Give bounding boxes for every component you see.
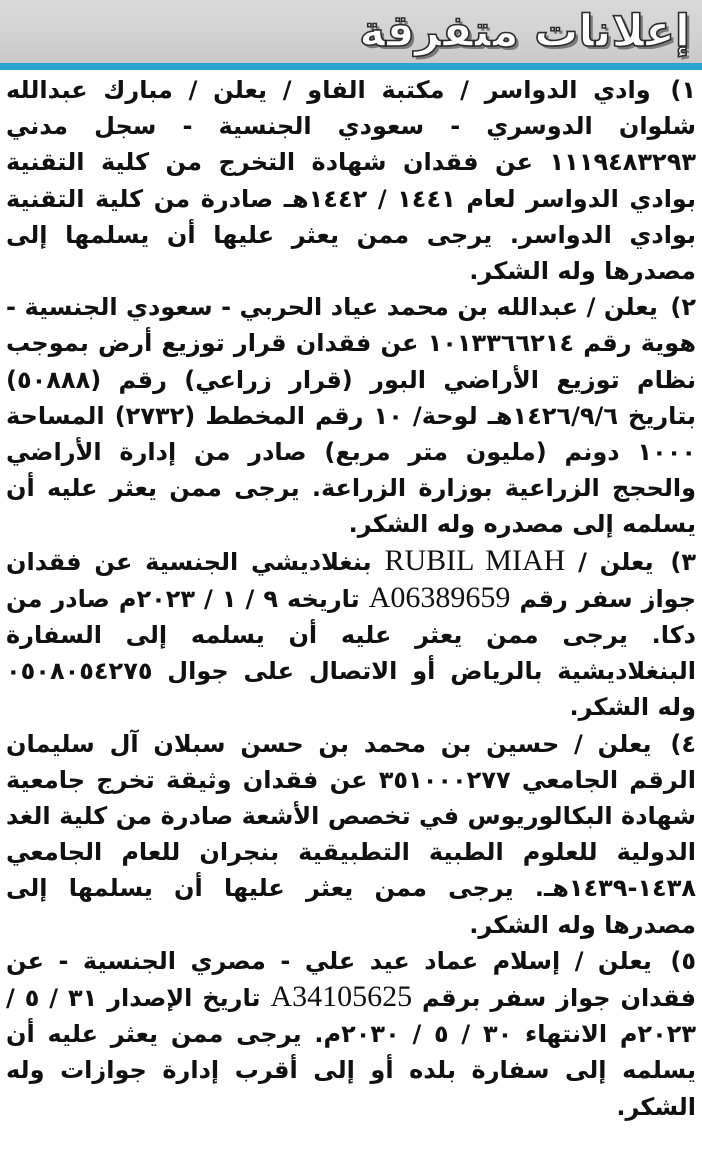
- ad-text-end: تاريخه ٩ / ١ / ٢٠٢٣م صادر من دكا. يرجى ممن يعثر عليه أن يسلمه إلى السفارة البنغلاديشية بالرياض أو الاتصال على جوال ٠٥٠٨٠٥٤٢٧٥ وله الشكر.: [6, 584, 696, 722]
- ad-number: ٥): [670, 946, 696, 975]
- ad-text-end: تاريخ الإصدار ٣١ / ٥ / ٢٠٢٣م الانتهاء ٣٠ / ٥ / ٢٠٣٠م. يرجى ممن يعثر عليه أن يسلمه إلى سفارة بلده أو إلى أقرب إدارة جوازات وله الشكر.: [6, 984, 697, 1121]
- ad-text-middle: بنغلاديشي الجنسية عن فقدان جواز سفر رقم: [6, 547, 697, 613]
- ad-text: يعلن / حسين بن محمد بن حسن سبلان آل سليمان الرقم الجامعي ٣٥١٠٠٠٢٧٧ عن فقدان وثيقة تخرج جامعية شهادة البكالوريوس في تخصص الأشعة صادرة من كلية الغد الدولية للعلوم الطبية التطبيقية بنجران للعام الجامعي ١٤٣٨-١٤٣٩هـ. يرجى ممن يعثر عليها أن يسلمها إلى مصدرها وله الشكر.: [6, 729, 696, 939]
- ad-person-name: RUBIL MIAH: [384, 543, 566, 577]
- ad-number: ٤): [670, 729, 696, 758]
- ad-text: يعلن / عبدالله بن محمد عياد الحربي - سعودي الجنسية - هوية رقم ١٠١٣٣٦٦٢١٤ عن فقدان قرار توزيع أرض بموجب نظام توزيع الأراضي البور (قرار زراعي) رقم (٥٠٨٨٨) بتاريخ ١٤٢٦/٩/٦هـ لوحة/ ١٠ رقم المخطط (٢٧٣٢) المساحة ١٠٠٠ دونم (مليون متر مربع) صادر من إدارة الأراضي والحجج الزراعية بوزارة الزراعة. يرجى ممن يعثر عليه أن يسلمه إلى مصدره وله الشكر.: [6, 293, 696, 539]
- classified-ads-list: [0, 72, 702, 1125]
- ad-number: ١): [670, 76, 697, 104]
- classified-ad-2: [6, 289, 696, 542]
- section-header: [0, 0, 702, 63]
- ad-passport-number: A34105625: [270, 980, 413, 1014]
- classified-ad-4: [6, 726, 696, 943]
- section-title: إعلانات متفرقة: [359, 6, 690, 57]
- ad-text: وادي الدواسر / مكتبة الفاو / يعلن / مبارك عبدالله شلوان الدوسري - سعودي الجنسية - سجل مدني ١١١٩٤٨٣٢٩٣ عن فقدان شهادة التخرج من كلية التقنية بوادي الدواسر لعام ١٤٤١ / ١٤٤٢هـ صادرة من كلية التقنية بوادي الدواسر. يرجى ممن يعثر عليها أن يسلمها إلى مصدرها وله الشكر.: [6, 76, 696, 286]
- classified-ad-1: [6, 72, 696, 289]
- ad-passport-number: A06389659: [368, 580, 511, 614]
- ad-number: ٢): [670, 293, 696, 322]
- ad-number: ٣): [670, 547, 697, 576]
- header-accent-bar: [0, 63, 702, 70]
- ad-text-intro: يعلن / إسلام عماد عيد علي - مصري الجنسية - عن فقدان جواز سفر برقم: [6, 946, 697, 1013]
- ad-text-intro: يعلن /: [578, 547, 654, 576]
- classified-ad-3: [6, 543, 696, 726]
- classified-ad-5: [6, 943, 696, 1125]
